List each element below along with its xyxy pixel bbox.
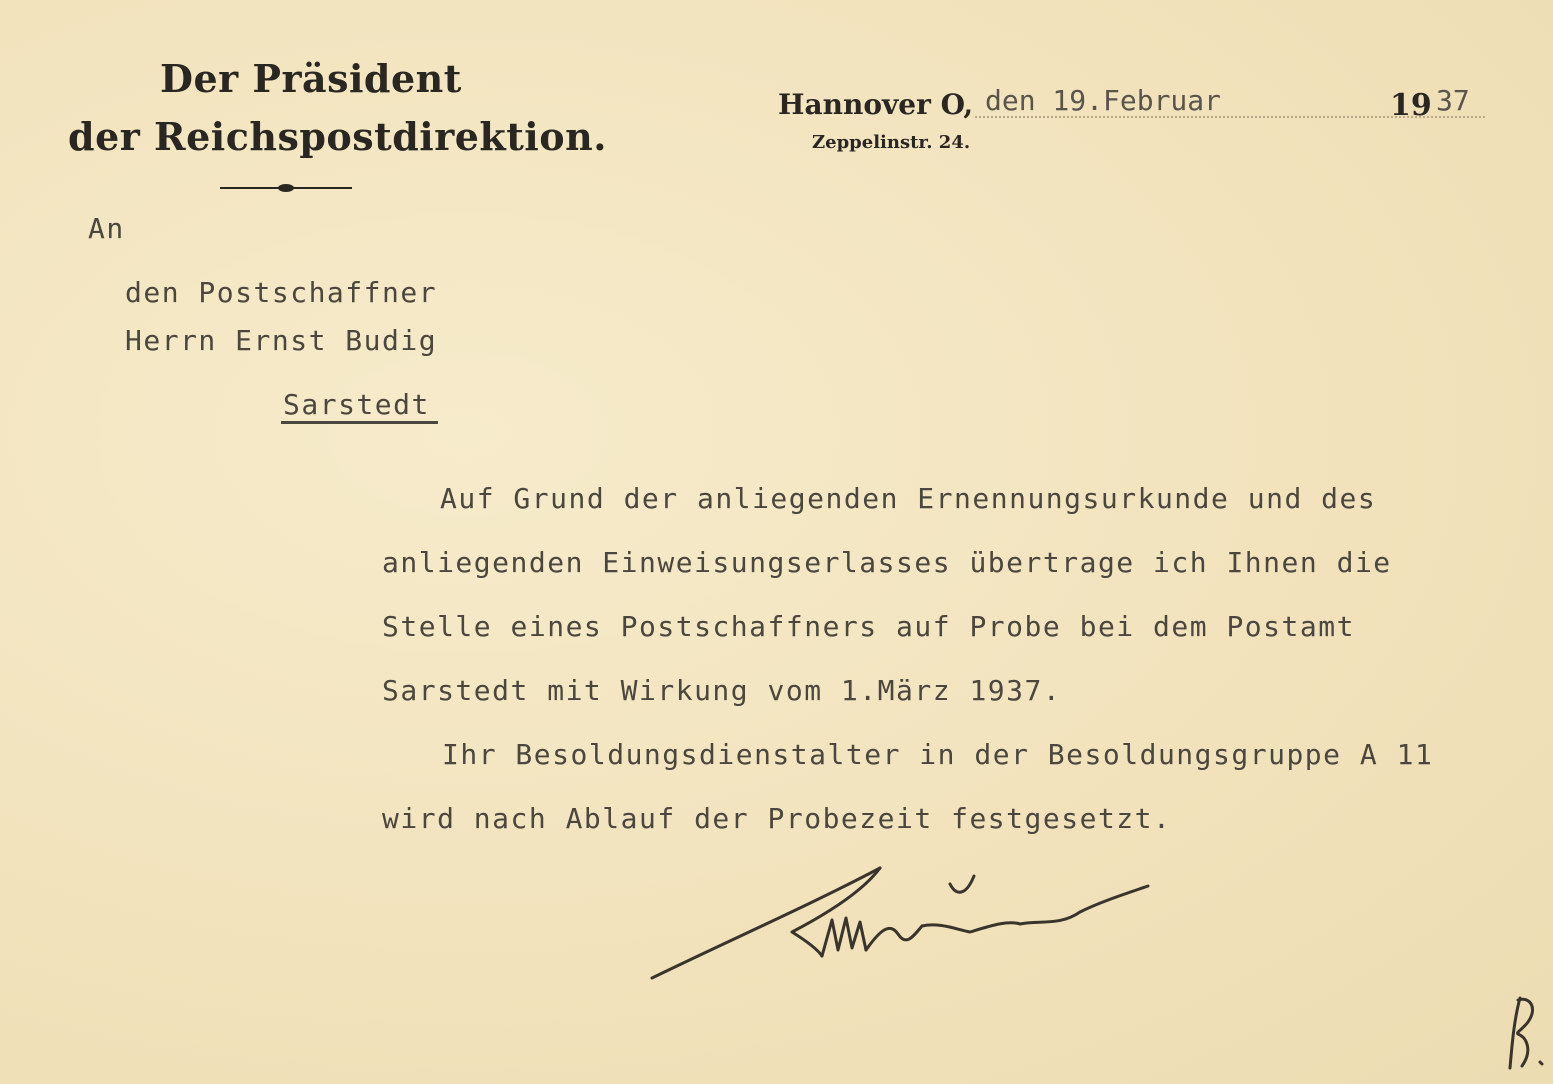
letterhead-subtitle: der Reichspostdirektion.: [68, 114, 607, 159]
salutation: An: [88, 212, 125, 245]
initial-mark: [1500, 990, 1550, 1074]
body-line: anliegenden Einweisungserlasses übertrage ich Ihnen die: [382, 546, 1392, 579]
place-name: Hannover O,: [778, 88, 974, 121]
letterhead-title: Der Präsident: [160, 56, 462, 101]
street-address: Zeppelinstr. 24.: [812, 132, 971, 153]
year-suffix: 37: [1436, 84, 1470, 117]
date-text: den 19.Februar: [985, 84, 1222, 117]
body-line: Sarstedt mit Wirkung vom 1.März 1937.: [382, 674, 1062, 707]
signature: [640, 860, 1160, 990]
year-prefix: 19: [1390, 88, 1432, 123]
body-line: Auf Grund der anliegenden Ernennungsurkunde und des: [440, 482, 1377, 515]
recipient-city: Sarstedt: [283, 388, 430, 421]
letterhead-divider: [220, 187, 352, 189]
recipient-title: den Postschaffner: [125, 276, 438, 309]
recipient-name: Herrn Ernst Budig: [125, 324, 438, 357]
city-underline: [281, 421, 438, 424]
body-line: wird nach Ablauf der Probezeit festgesetzt.: [382, 802, 1172, 835]
body-line: Ihr Besoldungsdienstalter in der Besoldungsgruppe A 11: [442, 738, 1434, 771]
body-line: Stelle eines Postschaffners auf Probe bei dem Postamt: [382, 610, 1355, 643]
